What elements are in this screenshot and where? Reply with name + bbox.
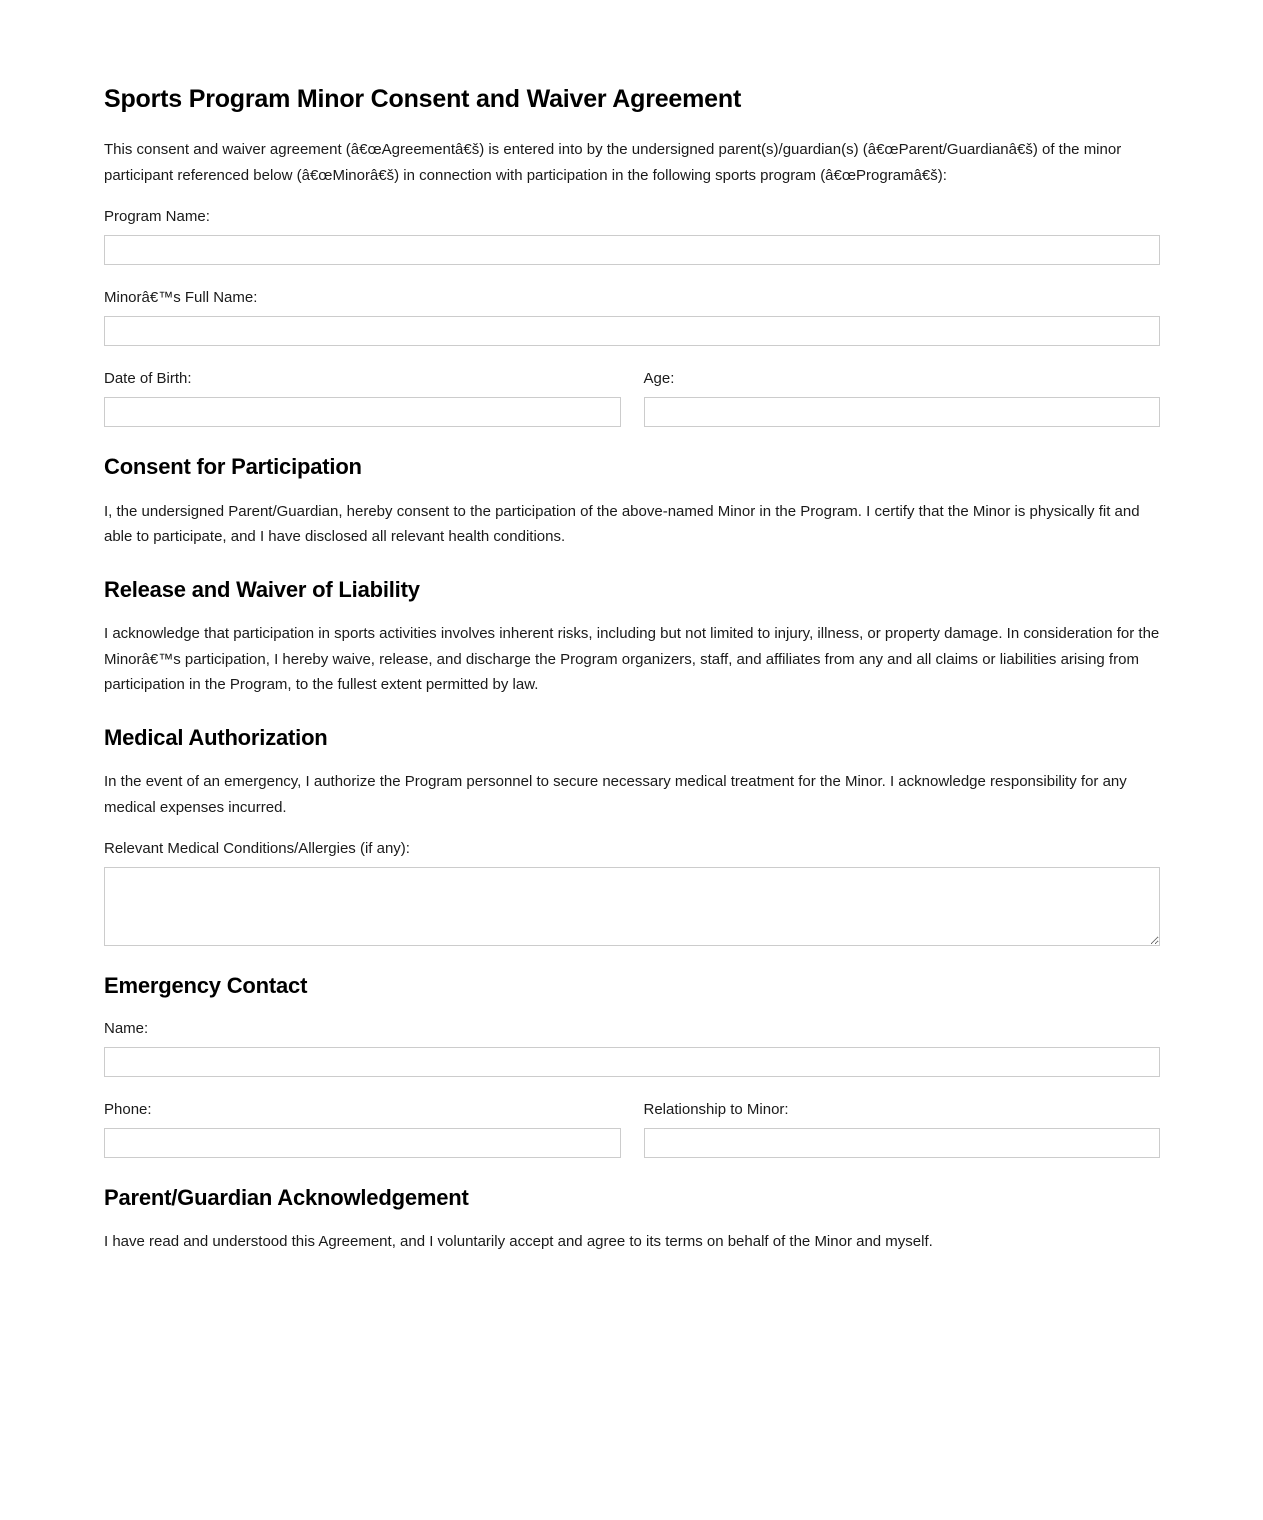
medical-conditions-label: Relevant Medical Conditions/Allergies (if any):: [104, 840, 410, 858]
program-name-field-group: [104, 206, 1160, 265]
dob-age-row: [104, 368, 1160, 427]
emergency-contact-name-label: Name:: [104, 1019, 149, 1037]
date-of-birth-input[interactable]: [104, 397, 621, 427]
relationship-to-minor-field-group: [644, 1099, 1161, 1158]
date-of-birth-label: Date of Birth:: [104, 370, 192, 388]
section-heading-parent-guardian-acknowledgement: Parent/Guardian Acknowledgement: [104, 1184, 469, 1210]
program-name-label: Program Name:: [104, 208, 210, 226]
intro-paragraph: This consent and waiver agreement (â€œAgreementâ€š) is entered into by the undersigned parent(s)/guardian(s) (â€œParent/Guardianâ€š) of the minor participant referenced below (â€œMinorâ€š) in connection with participation in the following sports program (â€œProgramâ€š):: [104, 141, 1122, 184]
emergency-contact-name-input[interactable]: [104, 1047, 1160, 1077]
parent-guardian-acknowledgement-text: I have read and understood this Agreement, and I voluntarily accept and agree to its terms on behalf of the Minor and myself.: [104, 1233, 933, 1251]
minor-name-field-group: [104, 287, 1160, 346]
minor-full-name-input[interactable]: [104, 316, 1160, 346]
release-and-waiver-text: I acknowledge that participation in sports activities involves inherent risks, including but not limited to injury, illness, or property damage. In consideration for the Minorâ€™s participation, I hereby waive, release, and discharge the Program organizers, staff, and affiliates from any and all claims or liabilities arising from participation in the Program, to the fullest extent permitted by law.: [104, 625, 1160, 694]
relationship-to-minor-label: Relationship to Minor:: [643, 1100, 789, 1118]
section-heading-release-and-waiver-of-liability: Release and Waiver of Liability: [104, 576, 420, 602]
emergency-contact-name-field-group: [104, 1018, 1160, 1077]
medical-conditions-textarea[interactable]: [104, 867, 1160, 946]
age-field-group: [644, 368, 1161, 427]
emergency-contact-phone-input[interactable]: [104, 1128, 621, 1158]
document-body: [104, 84, 1160, 1255]
phone-relationship-row: [104, 1099, 1160, 1158]
emergency-contact-phone-label: Phone:: [104, 1100, 152, 1118]
emergency-contact-phone-field-group: [104, 1099, 621, 1158]
age-label: Age:: [643, 370, 675, 388]
consent-for-participation-text: I, the undersigned Parent/Guardian, hereby consent to the participation of the above-named Minor in the Program. I certify that the Minor is physically fit and able to participate, and I have disclosed all relevant health conditions.: [104, 502, 1140, 546]
section-heading-emergency-contact: Emergency Contact: [104, 973, 308, 999]
age-input[interactable]: [644, 397, 1161, 427]
section-heading-consent-for-participation: Consent for Participation: [104, 454, 362, 480]
page-title: Sports Program Minor Consent and Waiver Agreement: [104, 85, 742, 113]
medical-authorization-text: In the event of an emergency, I authorize the Program personnel to secure necessary medical treatment for the Minor. I acknowledge responsibility for any medical expenses incurred.: [104, 773, 1127, 816]
program-name-input[interactable]: [104, 235, 1160, 265]
date-of-birth-field-group: [104, 368, 621, 427]
minor-full-name-label: Minorâ€™s Full Name:: [104, 289, 258, 307]
section-heading-medical-authorization: Medical Authorization: [104, 724, 328, 750]
relationship-to-minor-input[interactable]: [644, 1128, 1161, 1158]
medical-conditions-field-group: [104, 838, 1160, 946]
